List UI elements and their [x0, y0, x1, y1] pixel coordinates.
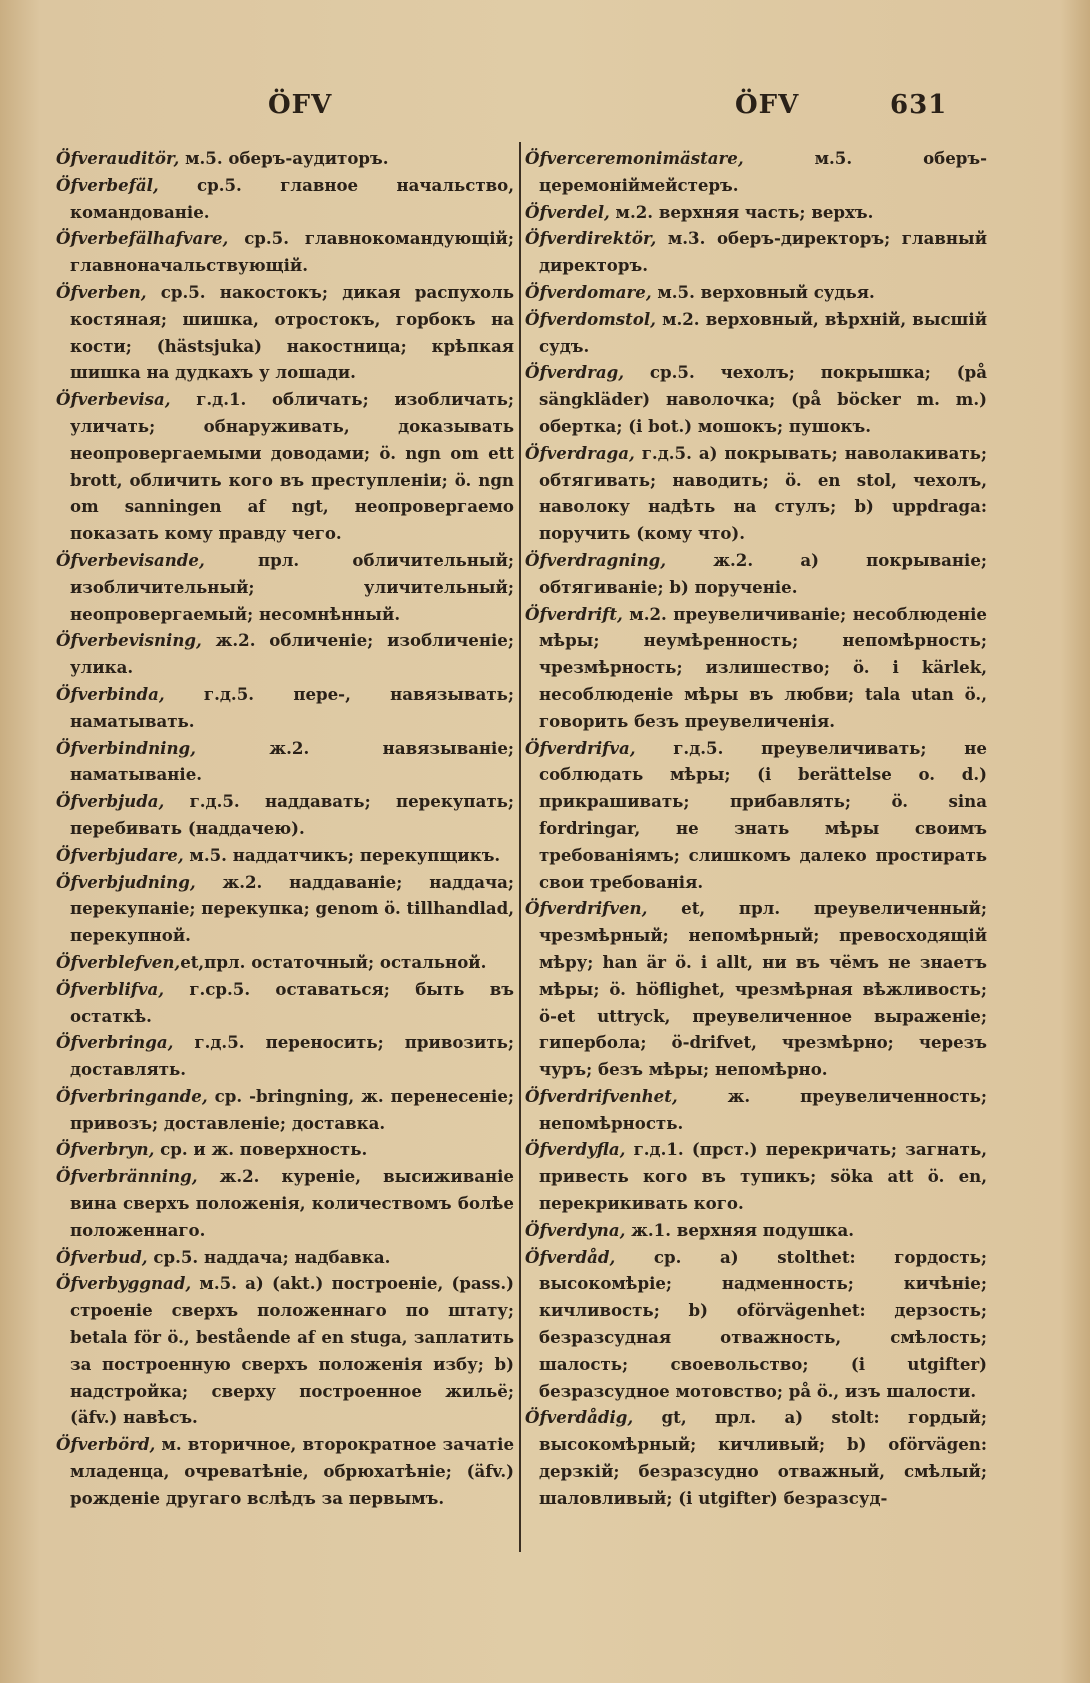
entry-definition: et, прл. преувеличенный; чрезмѣрный; непомѣрный; превосходящій мѣру; han är ö. i allt, ни въ чёмъ не знаетъ мѣры; ö. höflighet, чрезмѣрная вѣжливость; ö-et uttryck, преувеличенное выраженіе; гипербола; ö-drifvet, чрезмѣрно; черезъ чуръ; безъ мѣры; непомѣрно. [539, 898, 987, 1080]
entry-headword: Öfverbjudning, [56, 871, 196, 892]
dictionary-entry [56, 1270, 514, 1431]
entry-definition: ж.1. верхняя подушка. [625, 1219, 855, 1240]
entry-headword: Öfverblefven, [56, 951, 181, 972]
entry-headword: Öfverdådig, [525, 1407, 634, 1428]
entry-headword: Öfverbefälhafvare, [56, 228, 229, 249]
entry-headword: Öfverbringa, [56, 1032, 174, 1053]
entry-headword: Öfverbevisa, [56, 389, 171, 410]
entry-definition: м.5. наддатчикъ; перекупщикъ. [183, 844, 501, 865]
dictionary-entry [525, 601, 987, 735]
entry-headword: Öfverdrag, [525, 362, 625, 383]
entry-headword: Öfverbränning, [56, 1166, 198, 1187]
dictionary-entry [56, 1244, 514, 1271]
entry-headword: Öfverdragning, [525, 549, 667, 570]
dictionary-entry [56, 279, 514, 386]
dictionary-entry [56, 1029, 514, 1083]
entry-definition: ср.5. чехолъ; покрышка; (på sängkläder) наволочка; (på böcker m. m.) обертка; (i bot.) мошокъ; пушокъ. [539, 362, 987, 436]
entry-definition: м.5. оберъ-церемоніймейстеръ. [539, 148, 987, 195]
entry-definition: ср.5. главнокомандующій; главноначальствующій. [70, 228, 514, 276]
entry-headword: Öfverdel, [525, 201, 610, 222]
dictionary-entry [56, 788, 514, 842]
dictionary-entry [525, 1244, 987, 1405]
dictionary-entry [56, 1431, 514, 1511]
dictionary-entry [56, 1136, 514, 1163]
entry-definition: ж. преувеличенность; непомѣрность. [539, 1085, 987, 1133]
entry-definition: ж.2. навязываніе; наматываніе. [70, 737, 514, 785]
entry-headword: Öfverbefäl, [56, 174, 159, 195]
entry-definition: ж.2. наддаваніе; наддача; перекупаніе; перекупка; genom ö. tillhandlad, перекупной. [70, 871, 514, 946]
entry-definition: ср. -bringning, ж. перенесеніе; привозъ; доставленіе; доставка. [70, 1085, 514, 1133]
dictionary-entry [56, 1083, 514, 1137]
entry-definition: ср.5. наддача; надбавка. [147, 1246, 391, 1267]
entry-definition: г.д.1. обличать; изобличать; уличать; обнаруживать, доказывать неопровергаемыми доводами; ö. ngn om ett brott, обличить кого въ преступленіи; ö. ngn om sanningen af ngt, неопровергаемо показать кому правду чего. [70, 389, 514, 544]
dictionary-entry [525, 1136, 987, 1216]
entry-definition: прл. обличительный; изобличительный; уличительный; неопровергаемый; несомнѣнный. [70, 549, 514, 624]
entry-definition: г.д.5. переносить; привозить; доставлять. [70, 1032, 514, 1080]
entry-definition: м.2. верхняя часть; верхъ. [609, 201, 874, 222]
dictionary-entry [525, 1083, 987, 1137]
entry-headword: Öfverbinda, [56, 683, 165, 704]
entry-headword: Öfverdomare, [525, 281, 652, 302]
dictionary-entry [56, 735, 514, 789]
dictionary-entry [525, 306, 987, 360]
entry-headword: Öfverdyna, [525, 1219, 626, 1240]
entry-definition: м.5. верховный судья. [651, 281, 875, 302]
dictionary-entry [56, 547, 514, 627]
dictionary-entry [525, 279, 987, 306]
entry-headword: Öfverdomstol, [525, 308, 656, 329]
dictionary-entry [56, 681, 514, 735]
entry-definition: ж.2. куреніе, высиживаніе вина сверхъ положенія, количествомъ болѣе положеннаго. [70, 1166, 514, 1240]
entry-headword: Öfverdirektör, [525, 228, 657, 249]
dictionary-entry [525, 1217, 987, 1244]
entry-definition: м.2. преувеличиваніе; несоблюденіе мѣры; неумѣренность; непомѣрность; чрезмѣрность; излишество; ö. i kärlek, несоблюденіе мѣры въ любви; tala utan ö., говорить безъ преувеличенія. [539, 603, 987, 731]
entry-definition: м.5. оберъ-аудиторъ. [179, 148, 389, 168]
entry-definition: et,прл. остаточный; остальной. [180, 951, 487, 972]
entry-definition: м.3. оберъ-директоръ; главный директоръ. [539, 228, 987, 276]
entry-definition: м.5. a) (akt.) построеніе, (pass.) строеніе сверхъ положеннаго по штату; betala för ö., bestående af en stuga, заплатить за построенную сверхъ положенія избу; b) надстройка; сверху построенное жильё; (äfv.) навѣсъ. [70, 1273, 514, 1428]
entry-headword: Öfverbryn, [56, 1139, 155, 1160]
dictionary-entry [56, 172, 514, 226]
entry-definition: ж.2. обличеніе; изобличеніе; улика. [70, 630, 514, 678]
dictionary-entry [56, 949, 514, 976]
entry-headword: Öfverbjuda, [56, 791, 165, 812]
dictionary-entry [525, 1404, 987, 1511]
page-number: 631 [890, 90, 948, 120]
entry-headword: Öfverbörd, [56, 1434, 156, 1455]
entry-headword: Öfverbindning, [56, 737, 196, 758]
entry-headword: Öfverbud, [56, 1246, 148, 1267]
entry-definition: ср. и ж. поверхность. [154, 1139, 368, 1160]
dictionary-entry [56, 145, 514, 172]
entry-definition: м.2. верховный, вѣрхній, высшій судъ. [539, 308, 987, 356]
dictionary-entry [525, 145, 987, 199]
entry-headword: Öfverdrift, [525, 603, 623, 624]
entry-headword: Öfverceremonimästare, [525, 148, 744, 168]
entry-headword: Öfverbyggnad, [56, 1273, 192, 1294]
entry-headword: Öfverbevisning, [56, 630, 202, 651]
dictionary-entry [525, 735, 987, 896]
entry-definition: г.д.1. (прст.) перекричать; загнать, привесть кого въ тупикъ; söka att ö. en, перекрикивать кого. [539, 1139, 987, 1214]
running-head-left: ÖFV [268, 90, 333, 120]
dictionary-entry [56, 976, 514, 1030]
entry-definition: gt, прл. a) stolt: гордый; высокомѣрный; кичливый; b) oförvägen: дерзкій; безразсудно отважный, смѣлый; шаловливый; (i utgifter) безразсуд- [539, 1407, 987, 1508]
dictionary-entry [525, 895, 987, 1083]
dictionary-entry [525, 547, 987, 601]
dictionary-entry [56, 627, 514, 681]
entry-headword: Öfverauditör, [56, 148, 180, 168]
dictionary-entry [525, 440, 987, 547]
right-column [525, 145, 987, 1512]
dictionary-entry [56, 225, 514, 279]
entry-headword: Öfverdraga, [525, 442, 635, 463]
entry-headword: Öfverblifva, [56, 978, 165, 999]
entry-definition: ср.5. главное начальство, командованіе. [70, 174, 514, 222]
dictionary-entry [525, 199, 987, 226]
entry-headword: Öfverdyfla, [525, 1139, 626, 1160]
entry-definition: г.д.5. a) покрывать; наволакивать; обтягивать; наводить; ö. en stol, чехолъ, наволоку надѣть на стулъ; b) uppdraga: поручить (кому что). [539, 442, 987, 544]
entry-headword: Öfverdrifva, [525, 737, 636, 758]
dictionary-entry [56, 869, 514, 949]
dictionary-entry [56, 842, 514, 869]
entry-headword: Öfverdrifven, [525, 898, 648, 919]
entry-headword: Öfverdåd, [525, 1246, 616, 1267]
dictionary-entry [56, 1163, 514, 1243]
running-head-right: ÖFV [735, 90, 800, 120]
dictionary-entry [525, 359, 987, 439]
column-divider [519, 142, 521, 1552]
entry-headword: Öfverbevisande, [56, 549, 205, 570]
entry-definition: г.ср.5. оставаться; быть въ остаткѣ. [70, 978, 514, 1026]
entry-definition: г.д.5. наддавать; перекупать; перебивать (наддачею). [70, 791, 514, 838]
entry-headword: Öfverbringande, [56, 1085, 208, 1106]
entry-definition: г.д.5. преувеличивать; не соблюдать мѣры; (i berättelse o. d.) прикрашивать; прибавлять; ö. sina fordringar, не знать мѣры своимъ требованіямъ; слишкомъ далеко простирать свои требованія. [539, 737, 987, 892]
entry-definition: ж.2. a) покрываніе; обтягиваніе; b) порученіе. [539, 549, 987, 597]
entry-headword: Öfverdrifvenhet, [525, 1085, 678, 1106]
left-column [56, 145, 514, 1512]
entry-definition: ср.5. накостокъ; дикая распухоль костяная; шишка, отростокъ, горбокъ на кости; (hästsjuka) накостница; крѣпкая шишка на дудкахъ у лошади. [70, 281, 514, 383]
entry-definition: ср. a) stolthet: гордость; высокомѣріе; надменность; кичѣніе; кичливость; b) oförvägenhet: дерзость; безразсудная отважность, смѣлость; шалость; своевольство; (i utgifter) безразсудное мотовство; på ö., изъ шалости. [539, 1246, 987, 1401]
entry-headword: Öfverben, [56, 281, 147, 302]
entry-definition: г.д.5. пере-, навязывать; наматывать. [70, 683, 514, 731]
entry-headword: Öfverbjudare, [56, 844, 184, 865]
dictionary-entry [56, 386, 514, 547]
entry-definition: м. вторичное, вторократное зачатіе младенца, очреватѣніе, обрюхатѣніе; (äfv.) рожденіе другаго вслѣдъ за первымъ. [70, 1434, 514, 1508]
dictionary-entry [525, 225, 987, 279]
